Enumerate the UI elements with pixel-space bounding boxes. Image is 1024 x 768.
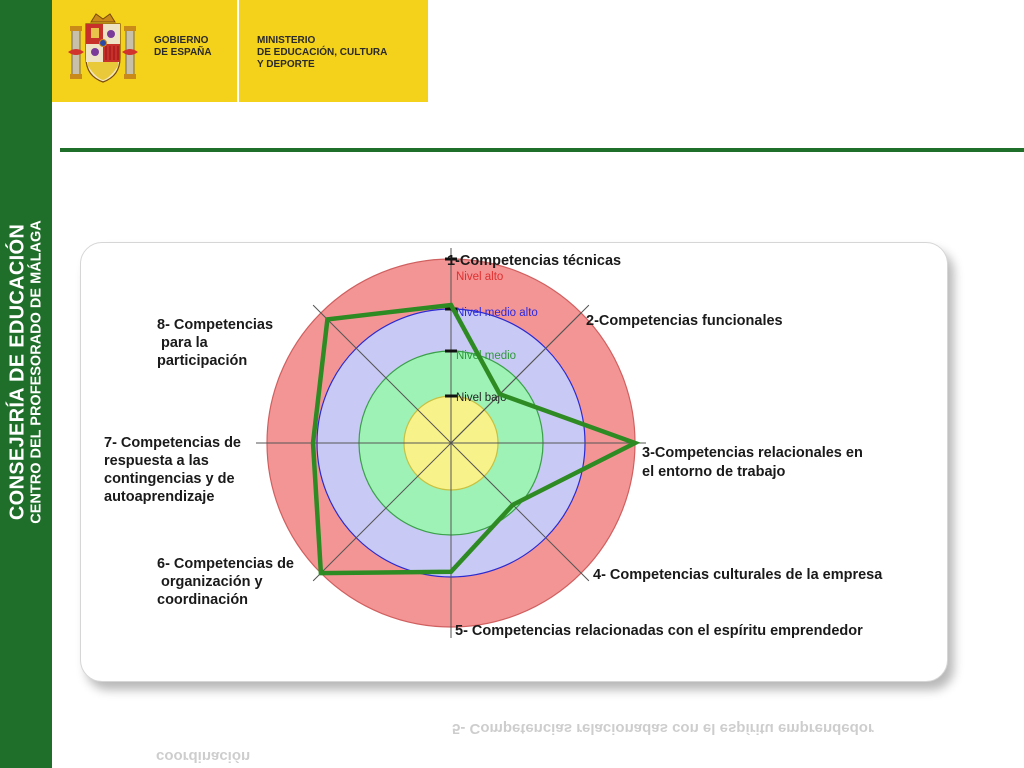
axis-label-1-line-1: 1-Competencias técnicas xyxy=(447,253,622,269)
figure-reflection xyxy=(80,690,946,768)
sidebar-subtitle: CENTRO DEL PROFESORADO DE MÁLAGA xyxy=(28,220,45,524)
government-label xyxy=(154,35,232,59)
sidebar-band xyxy=(0,0,52,768)
axis-label-7-line-2: respuesta a las xyxy=(104,453,209,469)
reflection-text-5: 5- Competencias relacionadas con el espíritu emprendedor xyxy=(452,720,874,737)
axis-label-6-line-3: coordinación xyxy=(157,592,249,608)
axis-label-2-line-1: 2-Competencias funcionales xyxy=(586,313,783,329)
axis-label-7-line-3: contingencias y de xyxy=(104,471,235,487)
axis-label-5-line-1: 5- Competencias relacionadas con el espíritu emprendedor xyxy=(455,623,863,639)
level-label-1: Nivel alto xyxy=(456,271,504,283)
gov-line-1: GOBIERNO xyxy=(154,35,209,46)
axis-label-3-line-2: el entorno de trabajo xyxy=(642,464,786,480)
ministry-line-3: Y DEPORTE xyxy=(257,59,315,70)
header-divider xyxy=(237,0,239,102)
axis-label-7-line-1: 7- Competencias de xyxy=(104,435,241,451)
ministry-label xyxy=(257,35,427,71)
level-label-2: Nivel medio alto xyxy=(456,307,538,319)
level-label-4: Nivel bajo xyxy=(456,392,507,404)
header-rule xyxy=(60,148,1024,152)
axis-label-4-line-1: 4- Competencias culturales de la empresa xyxy=(593,567,883,583)
sidebar-text xyxy=(7,220,46,523)
axis-label-8-line-1: 8- Competencias xyxy=(157,317,274,333)
competencies-figure xyxy=(80,242,948,682)
axis-label-3-line-1: 3-Competencias relacionales en xyxy=(642,445,863,461)
axis-label-8-line-3: participación xyxy=(157,353,248,369)
ministry-line-1: MINISTERIO xyxy=(257,35,316,46)
level-label-3: Nivel medio xyxy=(456,350,517,362)
axis-label-6-line-1: 6- Competencias de xyxy=(157,556,294,572)
gov-line-2: DE ESPAÑA xyxy=(154,47,212,58)
sidebar-title: CONSEJERÍA DE EDUCACIÓN xyxy=(6,223,29,521)
ministry-line-2: DE EDUCACIÓN, CULTURA xyxy=(257,47,388,58)
axis-label-7-line-4: autoaprendizaje xyxy=(104,489,215,505)
axis-label-6-line-2: organización y xyxy=(161,574,263,590)
axis-label-8-line-2: para la xyxy=(161,335,208,351)
radar-diagram xyxy=(81,243,947,681)
reflection-text-6: coordinación xyxy=(156,748,251,765)
coat-of-arms-icon xyxy=(66,12,140,86)
